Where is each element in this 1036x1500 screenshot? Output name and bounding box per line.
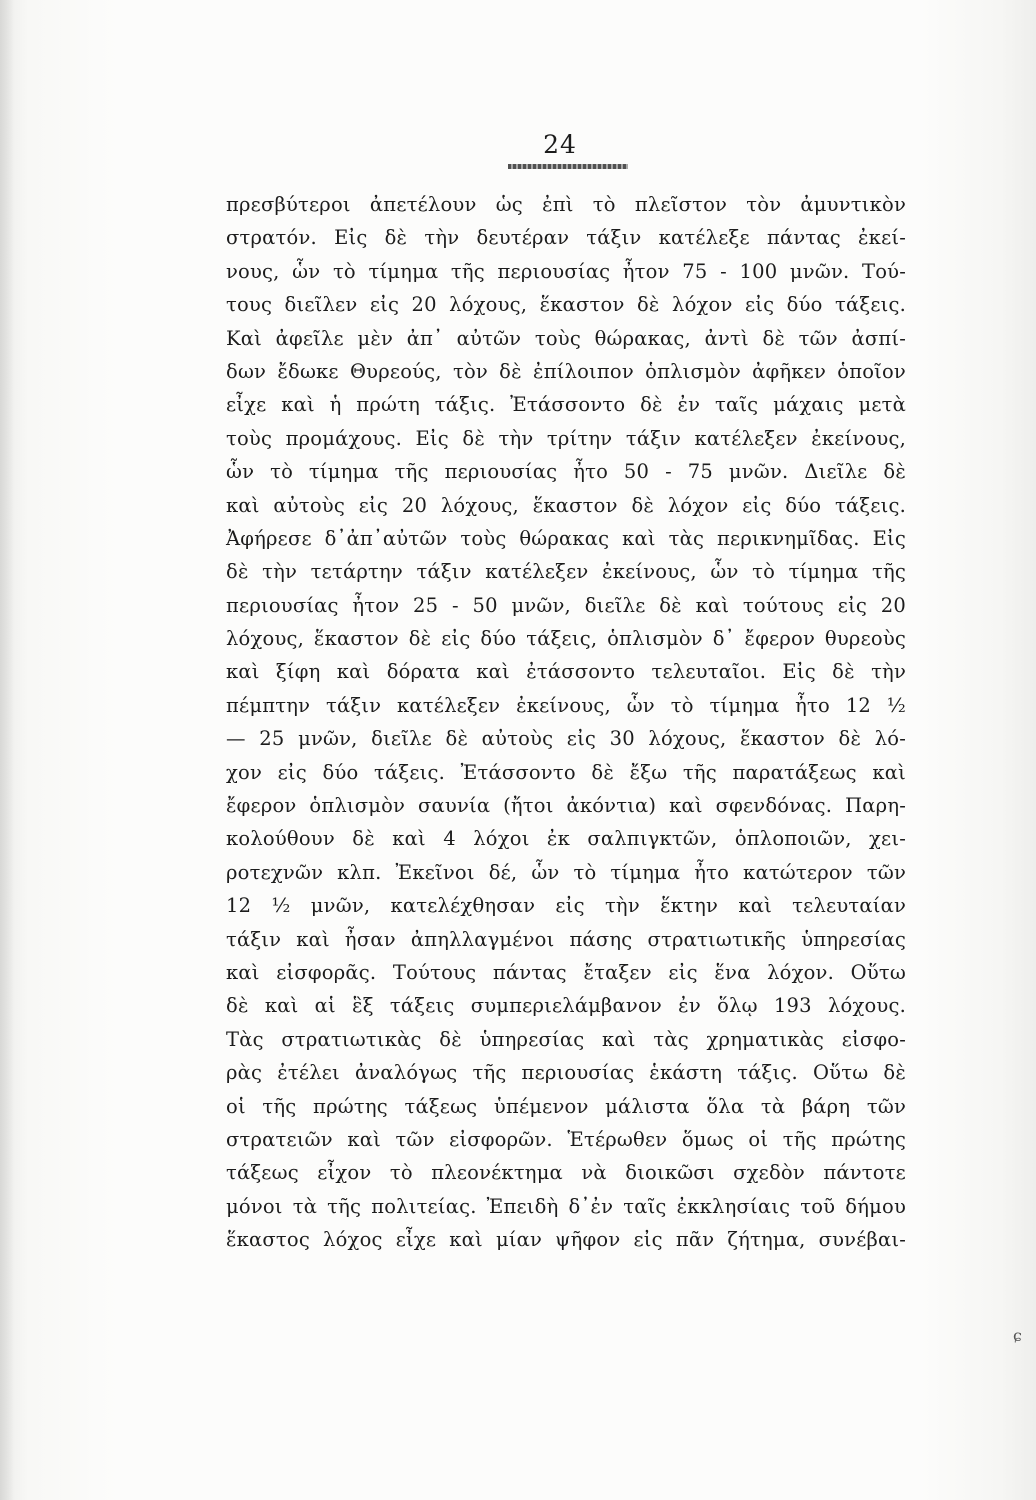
text-line: ὧν τὸ τίμημα τῆς περιουσίας ἦτο 50 - 75 μνῶν. Διεῖλε δὲ bbox=[226, 460, 906, 484]
text-line: νους, ὧν τὸ τίμημα τῆς περιουσίας ἦτον 75 - 100 μνῶν. Τού- bbox=[226, 259, 906, 283]
text-line: Ἀφήρεσε δ᾽ἀπ᾽αὐτῶν τοὺς θώρακας καὶ τὰς περικνημῖδας. Εἰς bbox=[226, 526, 906, 550]
text-line: περιουσίας ἦτον 25 - 50 μνῶν, διεῖλε δὲ καὶ τούτους εἰς 20 bbox=[226, 593, 906, 617]
text-line: πρεσβύτεροι ἀπετέλουν ὡς ἐπὶ τὸ πλεῖστον τὸν ἀμυντικὸν bbox=[226, 193, 906, 216]
text-line: στρατόν. Εἰς δὲ τὴν δευτέραν τάξιν κατέλεξε πάντας ἐκεί- bbox=[226, 226, 906, 250]
text-line: Καὶ ἀφεῖλε μὲν ἀπ᾽ αὐτῶν τοὺς θώρακας, ἀντὶ δὲ τῶν ἀσπί- bbox=[226, 326, 906, 350]
text-line: Τὰς στρατιωτικὰς δὲ ὑπηρεσίας καὶ τὰς χρηματικὰς εἰσφο- bbox=[226, 1027, 906, 1051]
page-edge-shadow bbox=[0, 0, 14, 1500]
text-line: λόχους, ἕκαστον δὲ εἰς δύο τάξεις, ὁπλισμὸν δ᾽ ἔφερον θυρεοὺς bbox=[226, 627, 906, 651]
text-line: κολούθουν δὲ καὶ 4 λόχοι ἐκ σαλπιγκτῶν, ὁπλοποιῶν, χει- bbox=[226, 827, 906, 851]
text-line: στρατειῶν καὶ τῶν εἰσφορῶν. Ἑτέρωθεν ὅμως οἱ τῆς πρώτης bbox=[226, 1127, 906, 1151]
text-line: ρὰς ἐτέλει ἀναλόγως τῆς περιουσίας ἑκάστη τάξις. Οὕτω δὲ bbox=[226, 1061, 906, 1085]
text-line: μόνοι τὰ τῆς πολιτείας. Ἐπειδὴ δ᾽ἐν ταῖς ἐκκλησίαις τοῦ δήμου bbox=[226, 1194, 906, 1218]
body-text bbox=[226, 188, 906, 1257]
text-line: χον εἰς δύο τάξεις. Ἐτάσσοντο δὲ ἔξω τῆς παρατάξεως καὶ bbox=[226, 760, 906, 784]
text-line: ἕκαστος λόχος εἶχε καὶ μίαν ψῆφον εἰς πᾶν ζήτημα, συνέβαι- bbox=[226, 1228, 906, 1252]
text-line: — 25 μνῶν, διεῖλε δὲ αὐτοὺς εἰς 30 λόχους, ἕκαστον δὲ λό- bbox=[226, 727, 906, 751]
text-line: καὶ εἰσφορᾶς. Τούτους πάντας ἔταξεν εἰς ἕνα λόχον. Οὕτω bbox=[226, 960, 906, 984]
page-number-rule bbox=[508, 164, 628, 169]
text-line: τους διεῖλεν εἰς 20 λόχους, ἕκαστον δὲ λόχον εἰς δύο τάξεις. bbox=[226, 293, 906, 317]
text-line: καὶ αὐτοὺς εἰς 20 λόχους, ἕκαστον δὲ λόχον εἰς δύο τάξεις. bbox=[226, 493, 906, 517]
text-line: πέμπτην τάξιν κατέλεξεν ἐκείνους, ὧν τὸ τίμημα ἦτο 12 ½ bbox=[226, 693, 906, 717]
text-line: δὲ καὶ αἱ ἓξ τάξεις συμπεριελάμβανον ἐν ὅλῳ 193 λόχους. bbox=[226, 994, 906, 1018]
text-line: τάξιν καὶ ἦσαν ἀπηλλαγμένοι πάσης στρατιωτικῆς ὑπηρεσίας bbox=[226, 927, 906, 951]
text-line: καὶ ξίφη καὶ δόρατα καὶ ἐτάσσοντο τελευταῖοι. Εἰς δὲ τὴν bbox=[226, 660, 906, 684]
text-line: δων ἔδωκε Θυρεούς, τὸν δὲ ἐπίλοιπον ὁπλισμὸν ἀφῆκεν ὁποῖον bbox=[226, 359, 906, 383]
text-line: ἔφερον ὁπλισμὸν σαυνία (ἤτοι ἀκόντια) καὶ σφενδόνας. Παρη- bbox=[226, 794, 906, 818]
page-number: 24 bbox=[543, 130, 577, 159]
text-line: τοὺς προμάχους. Εἰς δὲ τὴν τρίτην τάξιν κατέλεξεν ἐκείνους, bbox=[226, 426, 906, 450]
scan-edge-mark: ɕ bbox=[1013, 1326, 1022, 1345]
text-line: τάξεως εἶχον τὸ πλεονέκτημα νὰ διοικῶσι σχεδὸν πάντοτε bbox=[226, 1161, 906, 1185]
text-line: ροτεχνῶν κλπ. Ἐκεῖνοι δέ, ὧν τὸ τίμημα ἦτο κατώτερον τῶν bbox=[226, 860, 906, 884]
text-line: 12 ½ μνῶν, κατελέχθησαν εἰς τὴν ἕκτην καὶ τελευταίαν bbox=[226, 894, 906, 918]
text-line: εἶχε καὶ ἡ πρώτη τάξις. Ἐτάσσοντο δὲ ἐν ταῖς μάχαις μετὰ bbox=[226, 393, 906, 417]
text-line: οἱ τῆς πρώτης τάξεως ὑπέμενον μάλιστα ὅλα τὰ βάρη τῶν bbox=[226, 1094, 906, 1118]
text-line: δὲ τὴν τετάρτην τάξιν κατέλεξεν ἐκείνους, ὧν τὸ τίμημα τῆς bbox=[226, 560, 906, 584]
